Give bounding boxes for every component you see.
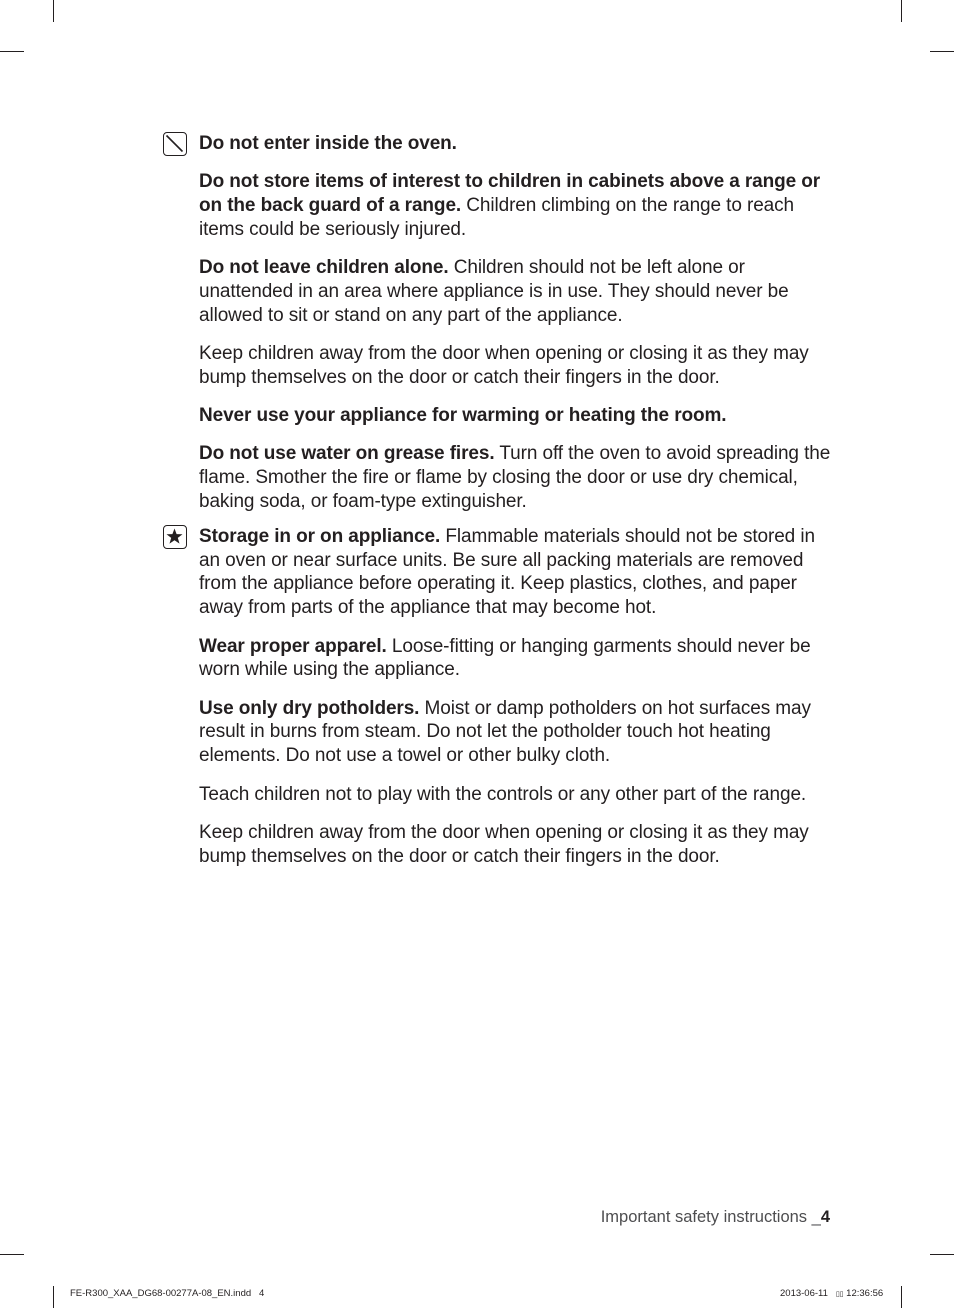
crop-mark-top-left	[53, 0, 54, 22]
slug-time-marker: ▯▯	[835, 1291, 844, 1298]
slug-filename: FE-R300_XAA_DG68-00277A-08_EN.indd 4	[70, 1288, 265, 1299]
instruction-paragraph	[199, 635, 839, 683]
instruction-text: Turn off the oven to avoid spreading the flame. Smother the fire or flame by closing the door or use dry chemical, baking soda, or foam-type extinguisher.	[199, 443, 831, 513]
instruction-text: Keep children away from the door when opening or closing it as they may bump themselves on the door or catch their fingers in the door.	[199, 343, 809, 388]
instruction-paragraph	[199, 697, 839, 768]
instruction-paragraph	[199, 132, 839, 156]
page-footer	[601, 1208, 830, 1227]
instruction-paragraph	[199, 783, 839, 807]
crop-mark-bottom-left	[53, 1286, 54, 1308]
instruction-bold: Do not leave children alone.	[199, 257, 449, 279]
slug-time: 12:36:56	[846, 1288, 884, 1299]
instruction-paragraph	[199, 404, 839, 428]
instruction-text: Teach children not to play with the controls or any other part of the range.	[199, 783, 807, 805]
instruction-paragraph	[199, 442, 839, 513]
instruction-bold: Use only dry potholders.	[199, 697, 420, 719]
print-slug-timestamp	[780, 1288, 883, 1299]
print-slug-file	[70, 1288, 264, 1299]
footer-section-label: Important safety instructions _	[600, 1208, 821, 1226]
instruction-text: Children should not be left alone or unattended in an area where appliance is in use. They should never be allowed to sit or stand on any part of the appliance.	[199, 257, 789, 326]
instruction-text: Loose-fitting or hanging garments should never be worn while using the appliance.	[199, 635, 811, 681]
instruction-bold: Do not enter inside the oven.	[199, 133, 457, 154]
instruction-bold: Do not use water on grease fires.	[199, 443, 495, 465]
instruction-paragraph	[199, 256, 839, 327]
crop-mark-top-left-h	[0, 51, 24, 52]
instruction-paragraph	[199, 170, 839, 241]
instruction-text: Keep children away from the door when opening or closing it as they may bump themselves on the door or catch their fingers in the door.	[199, 821, 809, 867]
instruction-paragraph	[199, 525, 839, 620]
instruction-paragraph	[199, 821, 839, 869]
instruction-text: Moist or damp potholders on hot surfaces may result in burns from steam. Do not let the potholder touch hot heating elements. Do not use a towel or other bulky cloth.	[199, 697, 811, 767]
slug-date: 2013-06-11	[780, 1288, 828, 1299]
page-number: 4	[820, 1208, 830, 1226]
instruction-text: Children climbing on the range to reach items could be seriously injured.	[199, 195, 795, 240]
crop-mark-bottom-right-h	[930, 1254, 954, 1255]
prohibition-section	[199, 132, 839, 514]
prohibition-icon	[163, 132, 187, 156]
crop-mark-bottom-left-h	[0, 1254, 24, 1255]
instruction-text: Flammable materials should not be stored in an oven or near surface units. Be sure all packing materials are removed from the appliance before operating it. Keep plastics, clothes, and paper away from parts of the appliance that may become hot.	[199, 525, 815, 619]
crop-mark-bottom-right	[901, 1286, 902, 1308]
important-section	[199, 525, 839, 869]
instruction-paragraph	[199, 342, 839, 390]
safety-instructions-body	[199, 132, 839, 883]
crop-mark-top-right-h	[930, 51, 954, 52]
star-icon	[163, 525, 187, 549]
crop-mark-top-right	[901, 0, 902, 22]
instruction-bold: Wear proper apparel.	[199, 635, 387, 657]
instruction-bold: Storage in or on appliance.	[199, 525, 441, 547]
instruction-bold: Do not store items of interest to children in cabinets above a range or on the back guard of a range.	[199, 171, 821, 217]
instruction-bold: Never use your appliance for warming or heating the room.	[199, 405, 727, 427]
